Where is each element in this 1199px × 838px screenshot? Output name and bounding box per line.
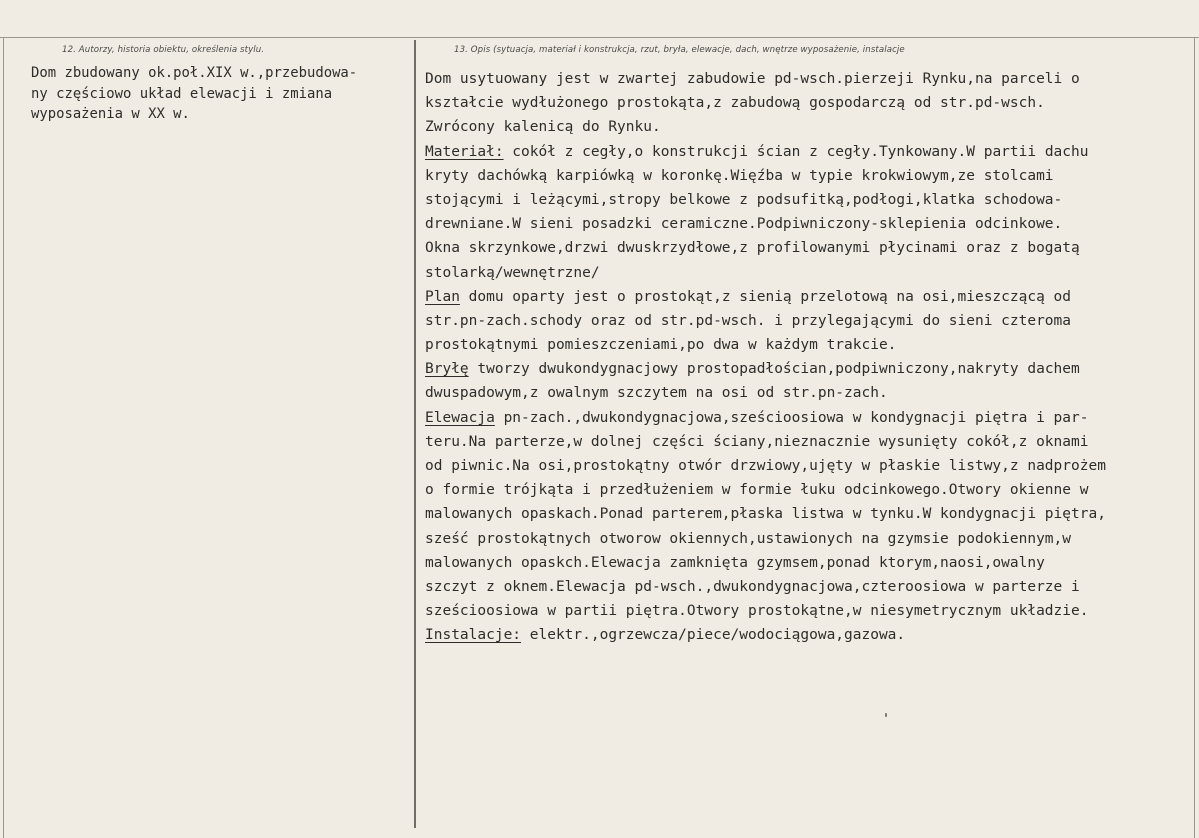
left-border-line [3,37,4,838]
description-line: dwuspadowym,z owalnym szczytem na osi od str.pn-zach. [425,385,888,402]
description-line: szczyt z oknem.Elewacja pd-wsch.,dwukondygnacjowa,czteroosiowa w parterze i [425,578,1080,595]
bryla-text: tworzy dwukondygnacjowy prostopadłościan,podpiwniczony,nakryty dachem [468,361,1080,378]
description-line [425,140,1106,164]
instalacje-text: elektr.,ogrzewcza/piece/wodociągowa,gazowa. [521,627,906,644]
description-line [425,406,1106,430]
description-line: malowanych opaskch.Elewacja zamknięta gzymsem,ponad ktorym,naosi,owalny [425,554,1045,571]
description-line: Okna skrzynkowe,drzwi dwuskrzydłowe,z profilowanymi płycinami oraz z bogatą [425,240,1080,257]
section-12-header: 12. Autorzy, historia obiektu, określenia stylu. [62,45,265,55]
description-line: drewniane.W sieni posadzki ceramiczne.Podpiwniczony-sklepienia odcinkowe. [425,216,1063,233]
elewacja-heading: Elewacja [425,409,495,426]
description-line [425,285,1106,309]
history-line: ny częściowo układ elewacji i zmiana [31,85,333,102]
description-line: sześć prostokątnych otworow okiennych,ustawionych na gzymsie podokiennym,w [425,530,1072,547]
history-line: wyposażenia w XX w. [31,106,190,122]
description-line [425,357,1106,381]
description-line [425,623,1106,647]
section-13-header: 13. Opis (sytuacja, materiał i konstrukcja, rzut, bryła, elewacje, dach, wnętrze wyposażenie, instalacje [454,45,905,55]
description-line: kształcie wydłużonego prostokąta,z zabudową gospodarczą od str.pd-wsch. [425,95,1045,112]
history-text-block [31,63,357,125]
column-divider [414,40,416,828]
description-text-block [425,67,1106,648]
paper-speck [885,713,887,717]
description-line: teru.Na parterze,w dolnej części ściany,nieznacznie wysunięty cokół,z oknami [425,433,1089,450]
description-line: o formie trójkąta i przedłużeniem w formie łuku odcinkowego.Otwory okienne w [425,482,1089,499]
material-heading: Materiał: [425,143,504,160]
description-line: prostokątnymi pomieszczeniami,po dwa w każdym trakcie. [425,337,897,354]
material-text: cokół z cegły,o konstrukcji ścian z cegły.Tynkowany.W partii dachu [503,143,1089,160]
description-line: od piwnic.Na osi,prostokątny otwór drzwiowy,ujęty w płaskie listwy,z nadprożem [425,458,1106,474]
top-border-line [0,37,1199,38]
instalacje-heading: Instalacje: [425,627,522,644]
description-line: stojącymi i leżącymi,stropy belkowe z podsufitką,podłogi,klatka schodowa- [425,191,1063,208]
bryla-heading: Bryłę [425,361,469,378]
description-line: str.pn-zach.schody oraz od str.pd-wsch. i przylegającymi do sieni czteroma [425,312,1072,329]
description-line: stolarką/wewnętrzne/ [425,264,600,281]
plan-heading: Plan [425,288,460,305]
description-line: Dom usytuowany jest w zwartej zabudowie pd-wsch.pierzeji Rynku,na parceli o [425,71,1080,87]
plan-text: domu oparty jest o prostokąt,z sienią przelotową na osi,mieszczącą od [459,288,1072,305]
history-line: Dom zbudowany ok.poł.XIX w.,przebudowa- [31,65,358,81]
right-border-line [1194,37,1195,838]
description-line: Zwrócony kalenicą do Rynku. [425,119,661,136]
description-line: sześcioosiowa w partii piętra.Otwory prostokątne,w niesymetrycznym układzie. [425,603,1089,620]
description-line: kryty dachówką karpiówką w koronkę.Więźba w typie krokwiowym,ze stolcami [425,167,1054,184]
elewacja-text: pn-zach.,dwukondygnacjowa,sześcioosiowa w kondygnacji piętra i par- [494,409,1089,426]
description-line: malowanych opaskach.Ponad parterem,płaska listwa w tynku.W kondygnacji piętra, [425,506,1106,523]
